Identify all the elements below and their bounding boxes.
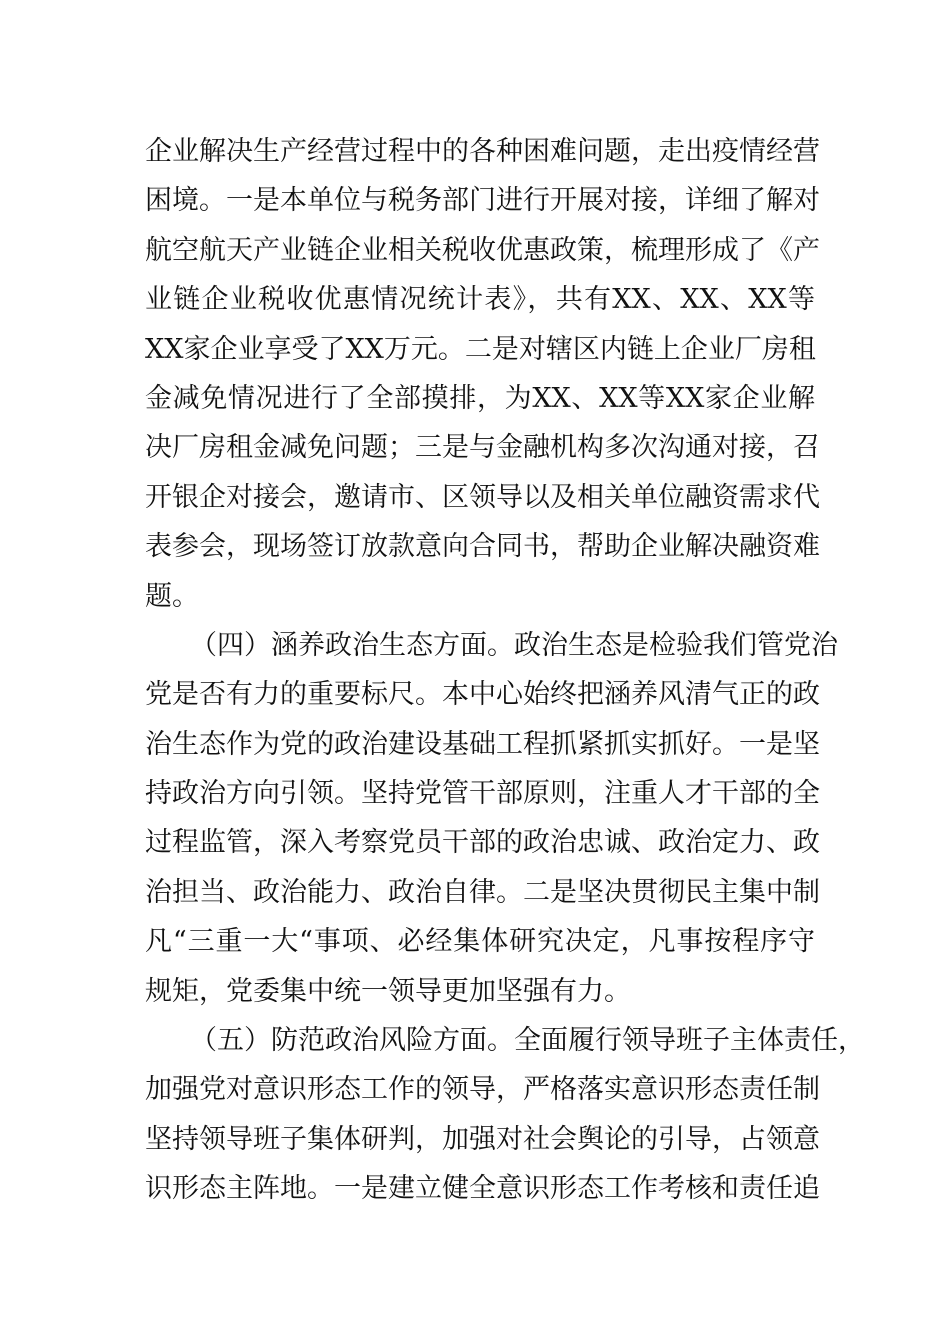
section-heading-line: （五）防范政治风险方面。全面履行领导班子主体责任， — [190, 1025, 865, 1057]
text-line: 规矩，党委集中统一领导更加坚强有力。 — [145, 975, 631, 1007]
text-line: 加强党对意识形态工作的领导，严格落实意识形态责任制 — [145, 1074, 820, 1106]
body-text — [145, 127, 865, 1214]
text-line: 企业解决生产经营过程中的各种困难问题，走出疫情经营 — [145, 136, 820, 167]
text-line: XX家企业享受了XX万元。二是对辖区内链上企业厂房租 — [145, 333, 816, 365]
text-line: 治生态作为党的政治建设基础工程抓紧抓实抓好。一是坚 — [145, 728, 820, 760]
text-line: 凡“三重一大“事项、必经集体研究决定，凡事按程序守 — [145, 926, 815, 958]
text-line: 航空航天产业链企业相关税收优惠政策，梳理形成了《产 — [145, 234, 820, 266]
text-line: 题。 — [145, 580, 199, 612]
text-line: 党是否有力的重要标尺。本中心始终把涵养风清气正的政 — [145, 679, 820, 711]
text-line: 持政治方向引领。坚持党管干部原则，注重人才干部的全 — [145, 778, 820, 810]
text-line: 治担当、政治能力、政治自律。二是坚决贯彻民主集中制 — [145, 876, 820, 908]
text-line: 表参会，现场签订放款意向合同书，帮助企业解决融资难 — [145, 531, 820, 563]
text-line: 开银企对接会，邀请市、区领导以及相关单位融资需求代 — [145, 481, 820, 513]
text-line: 决厂房租金减免问题；三是与金融机构多次沟通对接，召 — [145, 432, 820, 464]
text-line: 过程监管，深入考察党员干部的政治忠诚、政治定力、政 — [145, 827, 820, 859]
text-line: 金减免情况进行了全部摸排，为XX、XX等XX家企业解 — [145, 382, 815, 414]
text-line: 业链企业税收优惠情况统计表》，共有XX、XX、XX等 — [145, 284, 815, 316]
text-line: 识形态主阵地。一是建立健全意识形态工作考核和责任追 — [145, 1173, 820, 1205]
section-heading-line: （四）涵养政治生态方面。政治生态是检验我们管党治 — [190, 629, 838, 661]
text-line: 坚持领导班子集体研判，加强对社会舆论的引导，占领意 — [145, 1123, 820, 1155]
text-line: 困境。一是本单位与税务部门进行开展对接，详细了解对 — [145, 185, 820, 217]
